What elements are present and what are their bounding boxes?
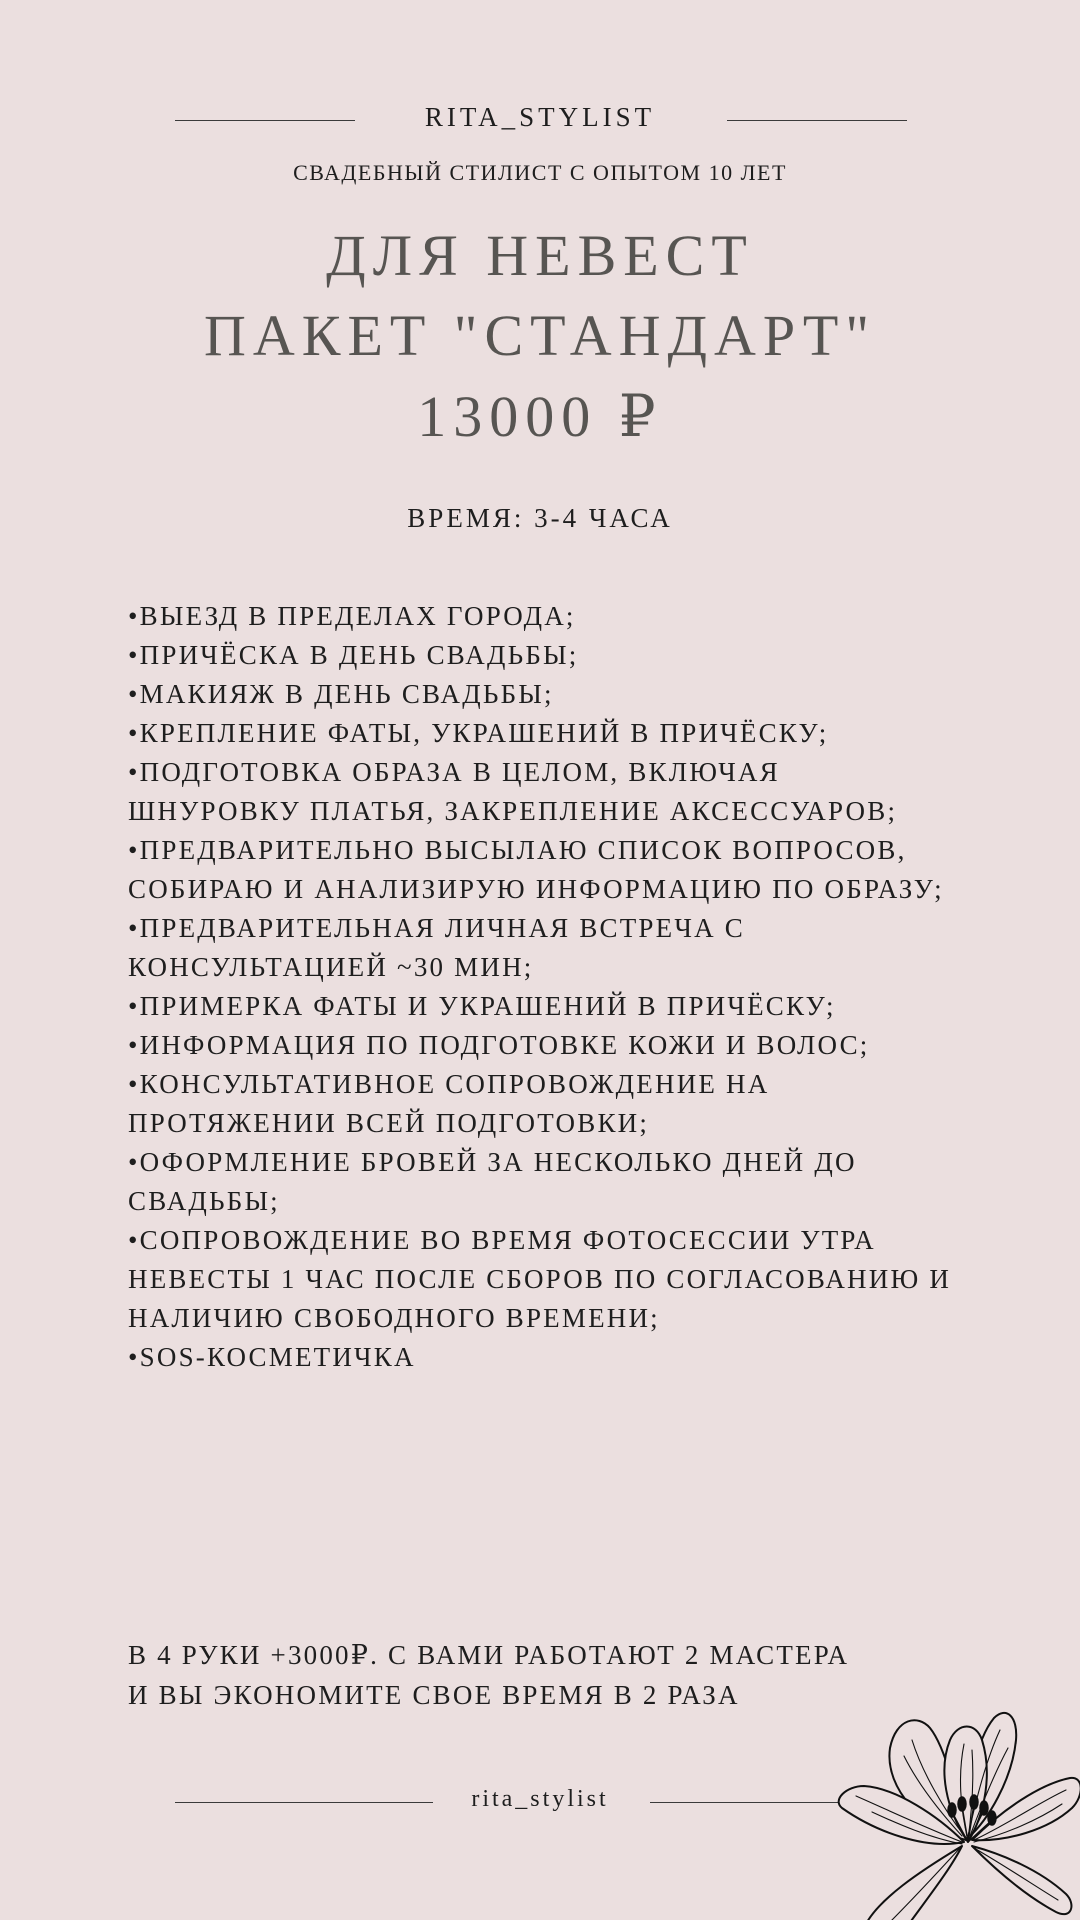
brand-name: RITA_STYLIST (424, 102, 656, 132)
page-title: ДЛЯ НЕВЕСТ (326, 223, 754, 288)
duration: ВРЕМЯ: 3-4 ЧАСА (407, 503, 673, 533)
services-list (128, 597, 958, 1377)
service-item: •МАКИЯЖ В ДЕНЬ СВАДЬБЫ; (128, 679, 554, 709)
service-item: •ПРЕДВАРИТЕЛЬНАЯ ЛИЧНАЯ ВСТРЕЧА С КОНСУЛЬТАЦИЕЙ ~30 МИН; (128, 913, 745, 982)
service-item: •ИНФОРМАЦИЯ ПО ПОДГОТОВКЕ КОЖИ И ВОЛОС; (128, 1030, 870, 1060)
service-item: •SOS-КОСМЕТИЧКА (128, 1342, 416, 1372)
service-item: •ОФОРМЛЕНИЕ БРОВЕЙ ЗА НЕСКОЛЬКО ДНЕЙ ДО СВАДЬБЫ; (128, 1147, 857, 1216)
service-item: •ВЫЕЗД В ПРЕДЕЛАХ ГОРОДА; (128, 601, 576, 631)
extra-offer-line: И ВЫ ЭКОНОМИТЕ СВОЕ ВРЕМЯ В 2 РАЗА (128, 1680, 740, 1710)
service-item: •КОНСУЛЬТАТИВНОЕ СОПРОВОЖДЕНИЕ НА ПРОТЯЖЕНИИ ВСЕЙ ПОДГОТОВКИ; (128, 1069, 770, 1138)
service-item: •КРЕПЛЕНИЕ ФАТЫ, УКРАШЕНИЙ В ПРИЧЁСКУ; (128, 718, 829, 748)
service-item: •ПРЕДВАРИТЕЛЬНО ВЫСЫЛАЮ СПИСОК ВОПРОСОВ, СОБИРАЮ И АНАЛИЗИРУЮ ИНФОРМАЦИЮ ПО ОБРАЗУ; (128, 835, 944, 904)
flower-icon (826, 1700, 1080, 1920)
service-item: •ПРИЧЁСКА В ДЕНЬ СВАДЬБЫ; (128, 640, 579, 670)
footer-handle: rita_stylist (471, 1786, 609, 1812)
service-item: •ПРИМЕРКА ФАТЫ И УКРАШЕНИЙ В ПРИЧЁСКУ; (128, 991, 836, 1021)
subtitle: СВАДЕБНЫЙ СТИЛИСТ С ОПЫТОМ 10 ЛЕТ (293, 160, 787, 185)
extra-offer-line: В 4 РУКИ +3000₽. С ВАМИ РАБОТАЮТ 2 МАСТЕРА (128, 1640, 850, 1670)
package-name: ПАКЕТ "СТАНДАРТ" (203, 303, 876, 368)
service-item: •СОПРОВОЖДЕНИЕ ВО ВРЕМЯ ФОТОСЕССИИ УТРА НЕВЕСТЫ 1 ЧАС ПОСЛЕ СБОРОВ ПО СОГЛАСОВАНИЮ И НАЛИЧИЮ СВОБОДНОГО ВРЕМЕНИ; (128, 1225, 952, 1333)
service-item: •ПОДГОТОВКА ОБРАЗА В ЦЕЛОМ, ВКЛЮЧАЯ ШНУРОВКУ ПЛАТЬЯ, ЗАКРЕПЛЕНИЕ АКСЕССУАРОВ; (128, 757, 898, 826)
package-price: 13000 ₽ (417, 384, 663, 449)
